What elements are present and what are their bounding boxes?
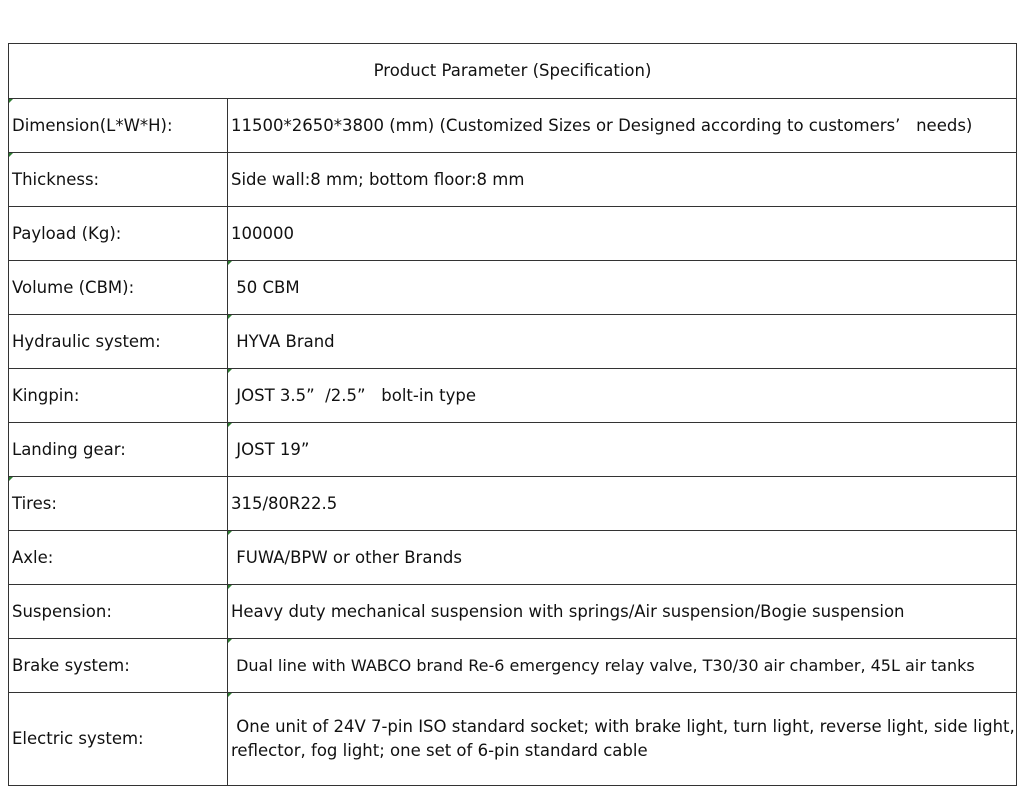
- row-label: [9, 99, 228, 153]
- cell-marker-icon: [228, 261, 232, 265]
- cell-marker-icon: [9, 99, 13, 103]
- table-row: [9, 99, 1017, 153]
- row-label-text: Brake system:: [12, 655, 130, 675]
- cell-marker-icon: [228, 531, 232, 535]
- cell-marker-icon: [9, 153, 13, 157]
- row-label: [9, 639, 228, 693]
- table-row: [9, 693, 1017, 786]
- row-value: [228, 639, 1017, 693]
- cell-marker-icon: [228, 369, 232, 373]
- row-label: [9, 423, 228, 477]
- cell-marker-icon: [9, 477, 13, 481]
- table-row: [9, 423, 1017, 477]
- row-value-text: One unit of 24V 7-pin ISO standard socket; with brake light, turn light, reverse light, side light, reflector, fog light; one set of 6-pin standard cable: [231, 717, 1015, 760]
- row-value: 100000: [228, 207, 1017, 261]
- row-value: [228, 369, 1017, 423]
- row-value-text: 50 CBM: [231, 277, 300, 297]
- row-value-text: FUWA/BPW or other Brands: [231, 547, 462, 567]
- table-title: Product Parameter (Specification): [9, 44, 1017, 99]
- table-row: [9, 585, 1017, 639]
- row-label-text: Suspension:: [12, 601, 112, 621]
- cell-marker-icon: [228, 315, 232, 319]
- cell-marker-icon: [228, 585, 232, 589]
- row-value: 11500*2650*3800 (mm) (Customized Sizes or Designed according to customers’ needs): [228, 99, 1017, 153]
- table-row: [9, 369, 1017, 423]
- row-value-text: JOST 3.5” /2.5” bolt-in type: [231, 385, 476, 405]
- row-label: [9, 207, 228, 261]
- row-value-text: HYVA Brand: [231, 331, 335, 351]
- row-label: [9, 693, 228, 786]
- row-label-text: Kingpin:: [12, 385, 80, 405]
- table-row: [9, 315, 1017, 369]
- row-value: [228, 531, 1017, 585]
- row-value: [228, 315, 1017, 369]
- row-label-text: Electric system:: [12, 729, 144, 748]
- row-label: [9, 477, 228, 531]
- table-row: [9, 207, 1017, 261]
- row-label: [9, 531, 228, 585]
- cell-marker-icon: [228, 639, 232, 643]
- table-row: [9, 261, 1017, 315]
- row-label-text: Tires:: [12, 493, 57, 513]
- row-value-text: JOST 19”: [231, 439, 310, 459]
- row-value-text: Heavy duty mechanical suspension with springs/Air suspension/Bogie suspension: [231, 601, 905, 621]
- table-title-row: [9, 44, 1017, 99]
- row-label-text: Landing gear:: [12, 439, 126, 459]
- row-label-text: Axle:: [12, 547, 54, 567]
- table-row: [9, 531, 1017, 585]
- row-value-text: Dual line with WABCO brand Re-6 emergency relay valve, T30/30 air chamber, 45L air tanks: [231, 655, 975, 675]
- row-value: Side wall:8 mm; bottom floor:8 mm: [228, 153, 1017, 207]
- row-label-text: Dimension(L*W*H):: [12, 115, 173, 135]
- row-label: [9, 585, 228, 639]
- table-row: [9, 153, 1017, 207]
- spec-table: [8, 43, 1017, 786]
- table-row: [9, 639, 1017, 693]
- table-row: [9, 477, 1017, 531]
- row-label-text: Thickness:: [12, 169, 100, 189]
- row-label-text: Payload (Kg):: [12, 223, 122, 243]
- row-label: [9, 153, 228, 207]
- row-value: [228, 423, 1017, 477]
- row-value: [228, 261, 1017, 315]
- row-value: 315/80R22.5: [228, 477, 1017, 531]
- row-label: [9, 369, 228, 423]
- row-value: [228, 585, 1017, 639]
- cell-marker-icon: [228, 423, 232, 427]
- row-label-text: Volume (CBM):: [12, 277, 135, 297]
- row-value: [228, 693, 1017, 786]
- row-label: [9, 261, 228, 315]
- row-label-text: Hydraulic system:: [12, 331, 161, 351]
- cell-marker-icon: [228, 693, 232, 697]
- row-label: [9, 315, 228, 369]
